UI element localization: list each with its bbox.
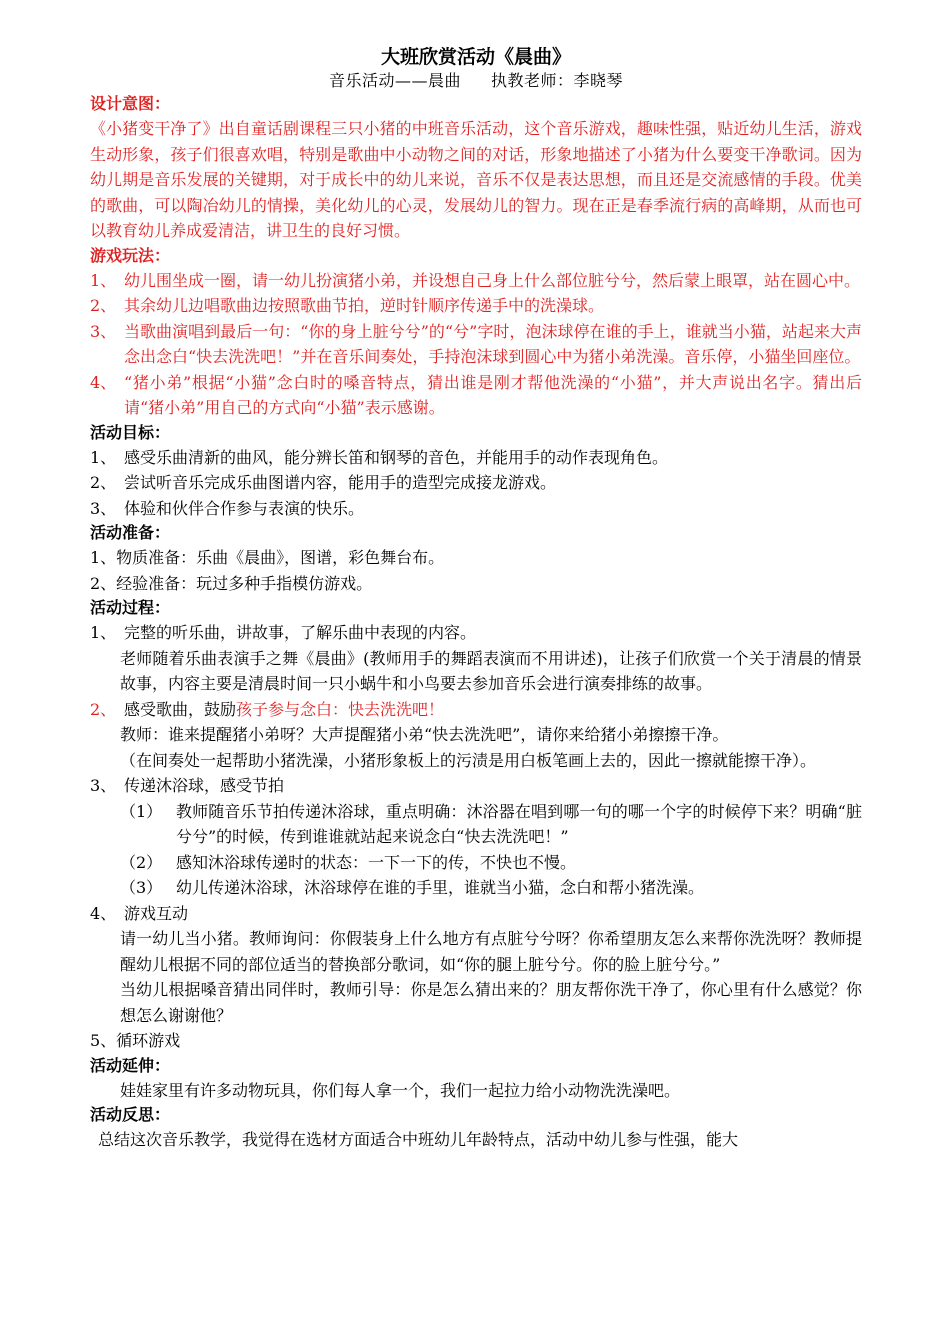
sub-number: （1） xyxy=(120,801,163,821)
process-step-4-text-1: 请一幼儿当小猪。教师询问：你假装身上什么地方有点脏兮兮呀？你希望朋友怎么来帮你洗洗呀？教师提醒幼儿根据不同的部位适当的替换部分歌词，如“你的腿上脏兮兮。你的脸上脏兮兮。” xyxy=(120,929,862,974)
step-title: 完整的听乐曲，讲故事，了解乐曲中表现的内容。 xyxy=(124,623,477,642)
game-rule-number: 2、 xyxy=(90,296,117,315)
extension-text: 娃娃家里有许多动物玩具，你们每人拿一个，我们一起拉力给小动物洗洗澡吧。 xyxy=(120,1080,681,1100)
process-step-5: 5、循环游戏 xyxy=(90,1031,181,1050)
game-heading: 游戏玩法： xyxy=(90,245,171,265)
game-rule-text: “猪小弟”根据“小猫”念白时的嗓音特点，猜出谁是刚才帮他洗澡的“小猫”，并大声说出名字。猜出后请“猪小弟”用自己的方式向“小猫”表示感谢。 xyxy=(124,372,862,417)
process-step-3-sub-2 xyxy=(90,850,862,876)
step-title-highlight: 孩子参与念白：快去洗洗吧！ xyxy=(236,699,445,719)
sub-number: （2） xyxy=(120,852,163,872)
document-title: 大班欣赏活动《晨曲》 xyxy=(380,46,571,68)
goal-item-2 xyxy=(90,470,862,496)
document-page xyxy=(90,44,862,1153)
step-title: 传递沐浴球，感受节拍 xyxy=(124,776,285,795)
sub-text: 幼儿传递沐浴球，沐浴球停在谁的手里，谁就当小猫，念白和帮小猪洗澡。 xyxy=(176,878,705,897)
sub-text: 教师随音乐节拍传递沐浴球，重点明确：沐浴器在唱到哪一句的哪一个字的时候停下来？明确“脏兮兮”的时候，传到谁谁就站起来说念白“快去洗洗吧！” xyxy=(176,801,862,846)
extension-heading: 活动延伸： xyxy=(90,1055,171,1075)
process-heading: 活动过程： xyxy=(90,598,171,617)
process-step-2-text-1: 教师：谁来提醒猪小弟呀？大声提醒猪小弟“快去洗洗吧”，请你来给猪小弟擦擦干净。 xyxy=(120,725,729,744)
step-number: 2、 xyxy=(90,699,117,719)
goal-text: 尝试听音乐完成乐曲图谱内容，能用手的造型完成接龙游戏。 xyxy=(124,473,557,492)
prep-item-1: 1、物质准备：乐曲《晨曲》，图谱，彩色舞台布。 xyxy=(90,548,445,567)
game-rule-4 xyxy=(90,370,862,421)
design-heading: 设计意图： xyxy=(90,94,171,113)
process-step-3-sub-1 xyxy=(90,799,862,850)
document-subtitle xyxy=(90,70,862,92)
process-step-3-sub-3 xyxy=(90,875,862,901)
reflection-text: 总结这次音乐教学，我觉得在选材方面适合中班幼儿年龄特点，活动中幼儿参与性强，能大 xyxy=(98,1130,739,1149)
process-step-4-text-2: 当幼儿根据嗓音猜出同伴时，教师引导：你是怎么猜出来的？朋友帮你洗干净了，你心里有什么感觉？你想怎么谢谢他？ xyxy=(120,980,862,1025)
goal-number: 1、 xyxy=(90,447,117,467)
goal-number: 3、 xyxy=(90,498,117,518)
game-rule-text: 其余幼儿边唱歌曲边按照歌曲节拍，逆时针顺序传递手中的洗澡球。 xyxy=(124,296,605,315)
process-step-1-text: 老师随着乐曲表演手之舞《晨曲》(教师用手的舞蹈表演而不用讲述)，让孩子们欣赏一个关于清晨的情景故事，内容主要是清晨时间一只小蜗牛和小鸟要去参加音乐会进行演奏排练的故事。 xyxy=(120,648,862,693)
step-title: 游戏互动 xyxy=(124,903,189,923)
sub-number: （3） xyxy=(120,878,163,897)
game-rule-number: 3、 xyxy=(90,321,117,341)
goal-item-3 xyxy=(90,496,862,522)
reflection-heading: 活动反思： xyxy=(90,1105,171,1124)
step-number: 4、 xyxy=(90,903,117,923)
goals-heading: 活动目标： xyxy=(90,422,171,442)
process-step-4 xyxy=(90,901,862,927)
process-step-2 xyxy=(90,697,862,723)
process-step-3 xyxy=(90,773,862,799)
sub-text: 感知沐浴球传递时的状态：一下一下的传，不快也不慢。 xyxy=(176,852,577,872)
goal-number: 2、 xyxy=(90,473,117,492)
game-rule-1 xyxy=(90,268,862,294)
game-rule-text: 当歌曲演唱到最后一句：“你的身上脏兮兮”的“兮”字时，泡沫球停在谁的手上，谁就当小猫，站起来大声念出念白“快去洗洗吧！”并在音乐间奏处，手持泡沫球到圆心中为猪小弟洗澡。音乐停，小猫坐回座位。 xyxy=(124,321,862,366)
process-step-1 xyxy=(90,620,862,646)
design-text: 《小猪变干净了》出自童话剧课程三只小猪的中班音乐活动，这个音乐游戏，趣味性强，贴近幼儿生活，游戏生动形象，孩子们很喜欢唱，特别是歌曲中小动物之间的对话，形象地描述了小猪为什么要变干净歌词。因为幼儿期是音乐发展的关键期，对于成长中的幼儿来说，音乐不仅是表达思想，而且还是交流感情的手段。优美的歌曲，可以陶冶幼儿的情操，美化幼儿的心灵，发展幼儿的智力。现在正是春季流行病的高峰期，从而也可以教育幼儿养成爱清洁，讲卫生的良好习惯。 xyxy=(90,119,862,240)
prep-item-2: 2、经验准备：玩过多种手指模仿游戏。 xyxy=(90,573,373,593)
game-rule-number: 4、 xyxy=(90,372,117,392)
goal-item-1 xyxy=(90,445,862,471)
goal-text: 体验和伙伴合作参与表演的快乐。 xyxy=(124,498,365,518)
subtitle-activity: 音乐活动——晨曲 xyxy=(328,71,461,90)
game-rule-text: 幼儿围坐成一圈，请一幼儿扮演猪小弟，并设想自己身上什么部位脏兮兮，然后蒙上眼罩，站在圆心中。 xyxy=(124,270,861,290)
step-number: 1、 xyxy=(90,623,117,642)
goal-text: 感受乐曲清新的曲风，能分辨长笛和钢琴的音色，并能用手的动作表现角色。 xyxy=(124,447,669,467)
game-rule-2 xyxy=(90,293,862,319)
step-number: 3、 xyxy=(90,776,117,795)
game-rule-3 xyxy=(90,319,862,370)
subtitle-teacher: 执教老师：李晓琴 xyxy=(491,71,624,90)
step-title: 感受歌曲，鼓励 xyxy=(124,699,237,719)
prep-heading: 活动准备： xyxy=(90,523,171,542)
game-rule-number: 1、 xyxy=(90,270,117,290)
process-step-2-text-2: （在间奏处一起帮助小猪洗澡，小猪形象板上的污渍是用白板笔画上去的，因此一擦就能擦干净）。 xyxy=(120,750,817,770)
